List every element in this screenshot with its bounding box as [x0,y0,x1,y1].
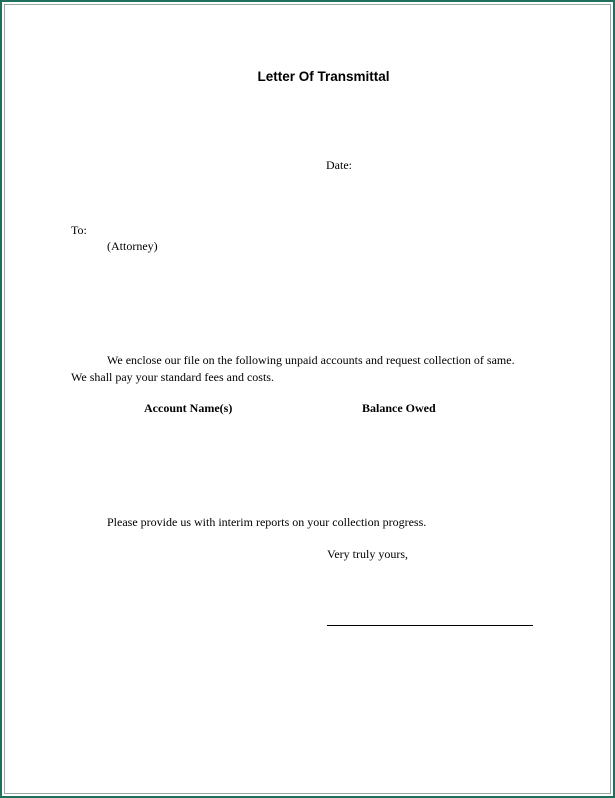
body-paragraph-line-2: We shall pay your standard fees and costs. [71,370,274,384]
date-label: Date: [326,158,352,172]
account-names-header: Account Name(s) [144,401,233,415]
closing-line: Very truly yours, [327,547,408,561]
to-label: To: [71,223,87,237]
balance-owed-header: Balance Owed [362,401,436,415]
page-border [4,4,611,794]
body-paragraph-line-1: We enclose our file on the following unpaid accounts and request collection of same. [107,353,515,367]
signature-line [327,625,533,626]
interim-reports-line: Please provide us with interim reports on your collection progress. [107,515,427,529]
attorney-label: (Attorney) [107,239,158,253]
letter-title: Letter Of Transmittal [257,69,390,84]
